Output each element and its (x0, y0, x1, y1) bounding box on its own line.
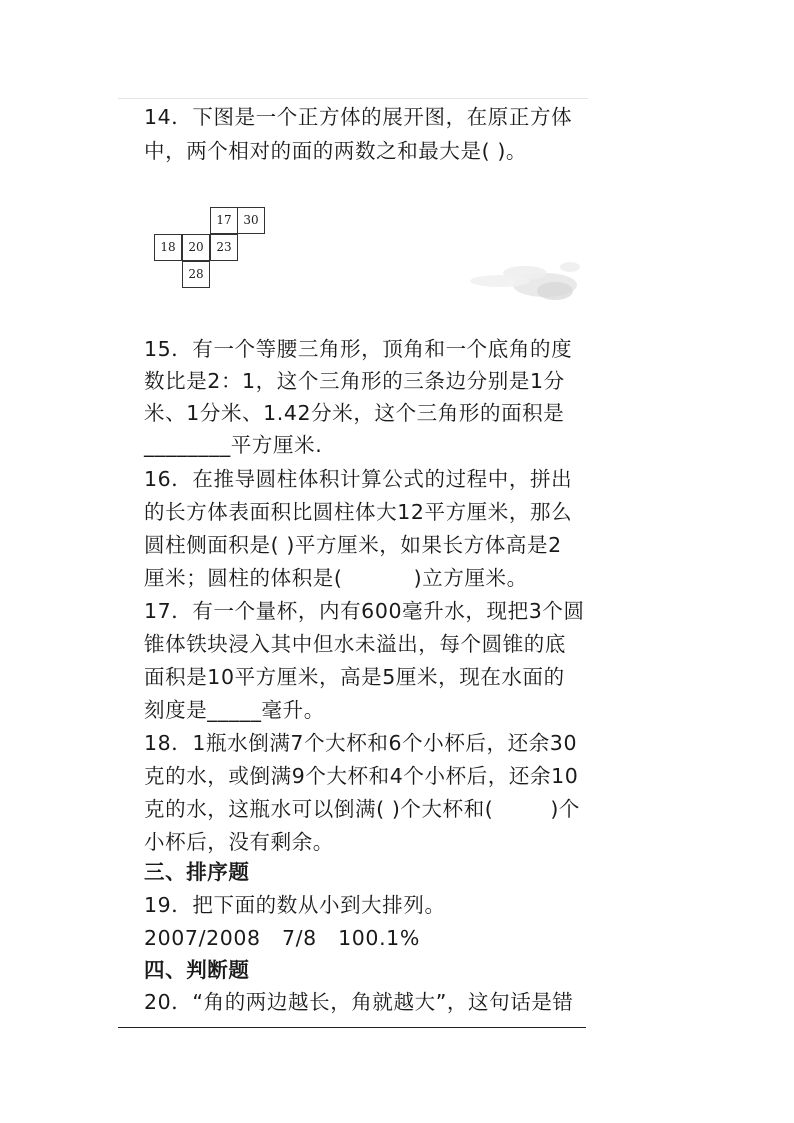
net-cell-30: 30 (237, 207, 265, 234)
q15-line-4: ________平方厘米. (144, 433, 323, 457)
q14-line-1: 14．下图是一个正方体的展开图，在原正方体 (144, 105, 573, 129)
q20-line-1: 20．“角的两边越长，角就越大”，这句话是错 (144, 990, 574, 1014)
section-heading-judgement: 四、判断题 (144, 958, 250, 982)
q16-line-4: 厘米；圆柱的体积是( )立方厘米。 (144, 566, 528, 590)
q18-line-1: 18．1瓶水倒满7个大杯和6个小杯后，还余30 (144, 731, 578, 755)
q15-line-2: 数比是2：1，这个三角形的三条边分别是1分 (144, 369, 565, 393)
ink-smudge-mark (450, 255, 585, 307)
q17-line-1: 17．有一个量杯，内有600毫升水，现把3个圆 (144, 599, 585, 623)
q14-line-2: 中，两个相对的面的两数之和最大是( )。 (144, 139, 528, 163)
q16-line-3: 圆柱侧面积是( )平方厘米，如果长方体高是2 (144, 533, 562, 557)
net-cell-23: 23 (210, 234, 238, 261)
net-cell-17: 17 (210, 207, 238, 234)
q18-line-3: 克的水，这瓶水可以倒满( )个大杯和( )个 (144, 797, 581, 821)
q17-line-4: 刻度是_____毫升。 (144, 698, 325, 722)
q19-numbers: 2007/2008 7/8 100.1% (144, 926, 420, 950)
q18-line-4: 小杯后，没有剩余。 (144, 830, 334, 854)
q15-line-1: 15．有一个等腰三角形，顶角和一个底角的度 (144, 337, 573, 361)
q17-line-3: 面积是10平方厘米，高是5厘米，现在水面的 (144, 665, 565, 689)
bottom-divider (118, 1027, 586, 1028)
q18-line-2: 克的水，或倒满9个大杯和4个小杯后，还余10 (144, 764, 579, 788)
section-heading-sorting: 三、排序题 (144, 860, 250, 884)
net-cell-28: 28 (182, 261, 210, 288)
net-cell-18: 18 (154, 234, 182, 261)
q17-line-2: 锥体铁块浸入其中但水未溢出，每个圆锥的底 (144, 632, 566, 656)
top-divider (118, 98, 588, 99)
q19-line-1: 19．把下面的数从小到大排列。 (144, 893, 446, 917)
net-cell-20: 20 (182, 234, 210, 261)
q16-line-1: 16．在推导圆柱体积计算公式的过程中，拼出 (144, 467, 573, 491)
q16-line-2: 的长方体表面积比圆柱体大12平方厘米，那么 (144, 500, 573, 524)
q15-line-3: 米、1分米、1.42分米，这个三角形的面积是 (144, 401, 565, 425)
